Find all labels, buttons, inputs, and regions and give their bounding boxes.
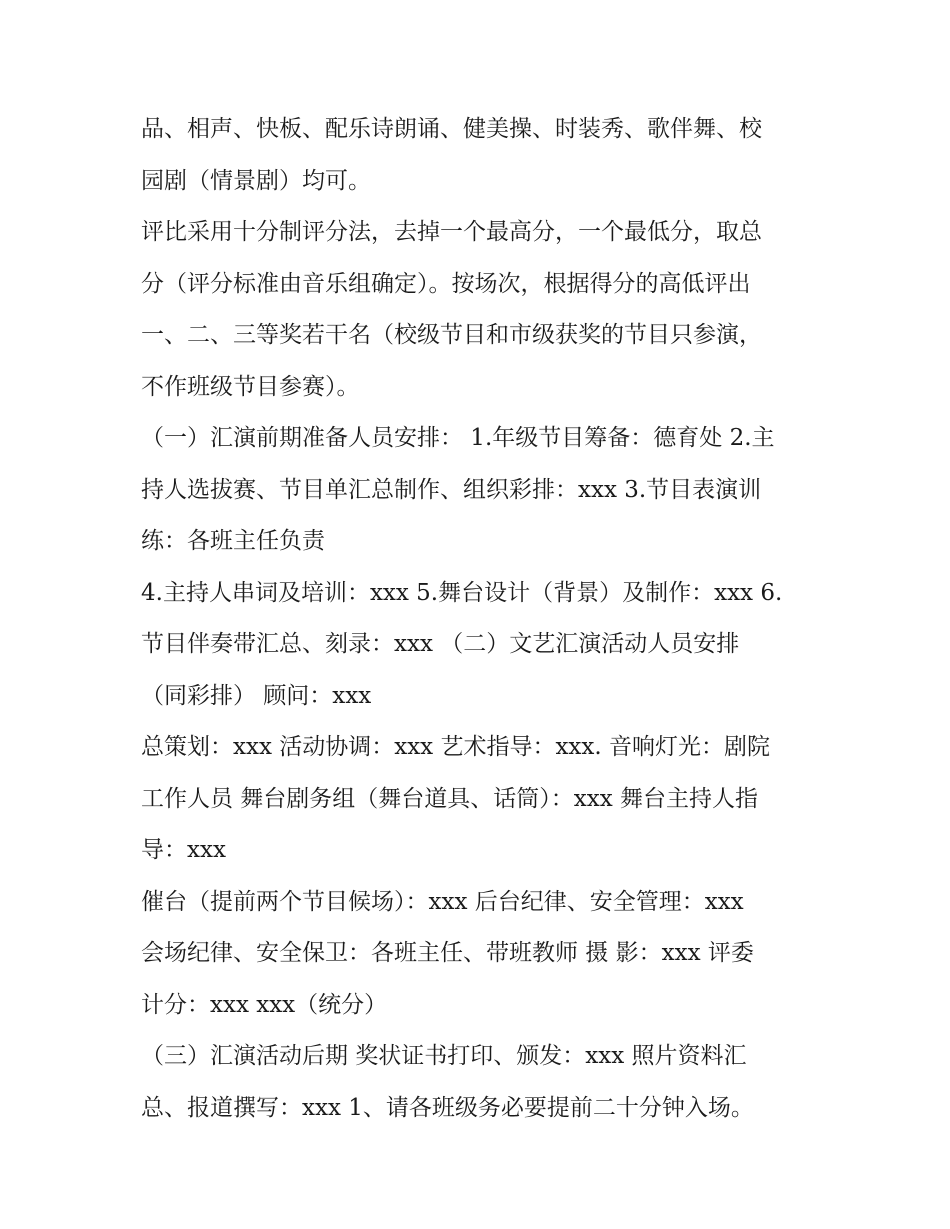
text-line-16: 催台（提前两个节目候场）：xxx 后台纪律、安全管理：xxx [141, 888, 744, 915]
text-line-19: （三）汇演活动后期 奖状证书打印、颁发：xxx 照片资料汇 [141, 1043, 747, 1069]
text-line-7: （一）汇演前期准备人员安排： 1.年级节目筹备：德育处 2.主 [141, 425, 775, 451]
text-line-20: 总、报道撰写：xxx 1、请各班级务必要提前二十分钟入场。 [141, 1094, 754, 1121]
text-line-10: 4.主持人串词及培训：xxx 5.舞台设计（背景）及制作：xxx 6. [141, 579, 783, 606]
text-line-2: 园剧（情景剧）均可。 [141, 167, 371, 194]
text-line-18: 计分：xxx xxx（统分） [141, 991, 388, 1018]
text-line-1: 品、相声、快板、配乐诗朗诵、健美操、时装秀、歌伴舞、校 [141, 116, 762, 142]
text-line-9: 练：各班主任负责 [141, 528, 325, 554]
text-line-6: 不作班级节目参赛）。 [141, 373, 360, 400]
text-line-8: 持人选拔赛、节目单汇总制作、组织彩排：xxx 3.节目表演训 [141, 476, 762, 503]
text-line-11: 节目伴奏带汇总、刻录：xxx （二）文艺汇演活动人员安排 [141, 631, 740, 657]
text-line-3: 评比采用十分制评分法，去掉一个最高分，一个最低分，取总 [141, 219, 762, 245]
text-line-15: 导：xxx [141, 837, 226, 863]
text-line-17: 会场纪律、安全保卫：各班主任、带班教师 摄 影：xxx 评委 [141, 940, 754, 966]
text-line-13: 总策划：xxx 活动协调：xxx 艺术指导：xxx. 音响灯光：剧院 [141, 734, 770, 760]
text-line-12: （同彩排） 顾问：xxx [141, 682, 372, 709]
text-line-5: 一、二、三等奖若干名（校级节目和市级获奖的节目只参演， [141, 322, 762, 348]
text-line-4: 分（评分标准由音乐组确定）。按场次，根据得分的高低评出 [141, 270, 751, 297]
document-body [141, 104, 821, 1134]
text-line-14: 工作人员 舞台剧务组（舞台道具、话筒）：xxx 舞台主持人指 [141, 785, 759, 812]
